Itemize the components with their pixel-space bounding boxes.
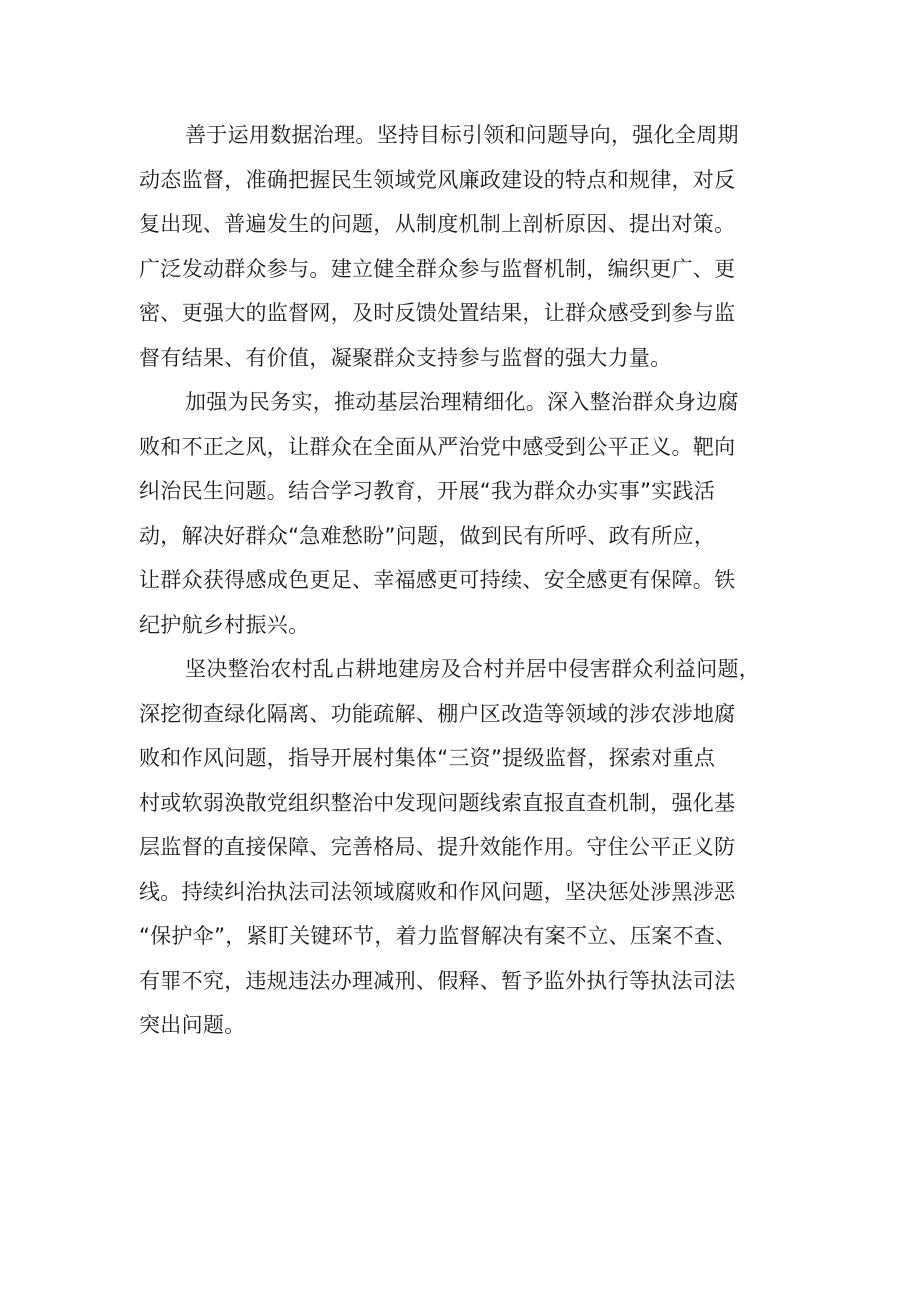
paragraph-1-line-4: 广泛发动群众参与。建立健全群众参与监督机制，编织更广、更	[139, 256, 736, 281]
paragraph-1-line-3: 复出现、普遍发生的问题，从制度机制上剖析原因、提出对策。	[139, 212, 736, 236]
paragraph-2-line-4: 动，解决好群众“急难愁盼”问题，做到民有所呼、政有所应，	[139, 523, 716, 548]
paragraph-2-line-6: 纪护航乡村振兴。	[139, 612, 310, 637]
paragraph-2-line-2: 败和不正之风，让群众在全面从严治党中感受到公平正义。靶向	[139, 434, 736, 459]
paragraph-1-line-1: 善于运用数据治理。坚持目标引领和问题导向，强化全周期	[185, 123, 739, 147]
paragraph-3-line-6: 线。持续纠治执法司法领域腐败和作风问题，坚决惩处涉黑涉恶	[139, 879, 736, 904]
paragraph-2-line-3: 纠治民生问题。结合学习教育，开展“我为群众办实事”实践活	[139, 479, 716, 503]
paragraph-3-line-8: 有罪不究，违规违法办理减刑、假释、暂予监外执行等执法司法	[139, 968, 736, 993]
paragraph-3-line-9: 突出问题。	[139, 1013, 246, 1037]
paragraph-1-line-6: 督有结果、有价值，凝聚群众支持参与监督的强大力量。	[139, 345, 672, 370]
paragraph-3-line-5: 层监督的直接保障、完善格局、提升效能作用。守住公平正义防	[139, 835, 736, 859]
paragraph-3-line-1: 坚决整治农村乱占耕地建房及合村并居中侵害群众利益问题，	[185, 657, 761, 681]
document-body	[139, 113, 799, 1048]
paragraph-3-line-3: 败和作风问题，指导开展村集体“三资”提级监督，探索对重点	[139, 746, 716, 770]
paragraph-3-line-4: 村或软弱涣散党组织整治中发现问题线索直报直查机制，强化基	[139, 790, 736, 815]
paragraph-1-line-5: 密、更强大的监督网，及时反馈处置结果，让群众感受到参与监	[139, 301, 736, 325]
paragraph-2-line-1: 加强为民务实，推动基层治理精细化。深入整治群众身边腐	[185, 390, 739, 414]
paragraph-2-line-5: 让群众获得感成色更足、幸福感更可持续、安全感更有保障。铁	[139, 568, 736, 592]
paragraph-1-line-2: 动态监督，准确把握民生领域党风廉政建设的特点和规律，对反	[139, 167, 736, 192]
paragraph-3-line-2: 深挖彻查绿化隔离、功能疏解、棚户区改造等领域的涉农涉地腐	[139, 701, 736, 726]
paragraph-3-line-7: “保护伞”，紧盯关键环节，着力监督解决有案不立、压案不查、	[139, 924, 737, 948]
